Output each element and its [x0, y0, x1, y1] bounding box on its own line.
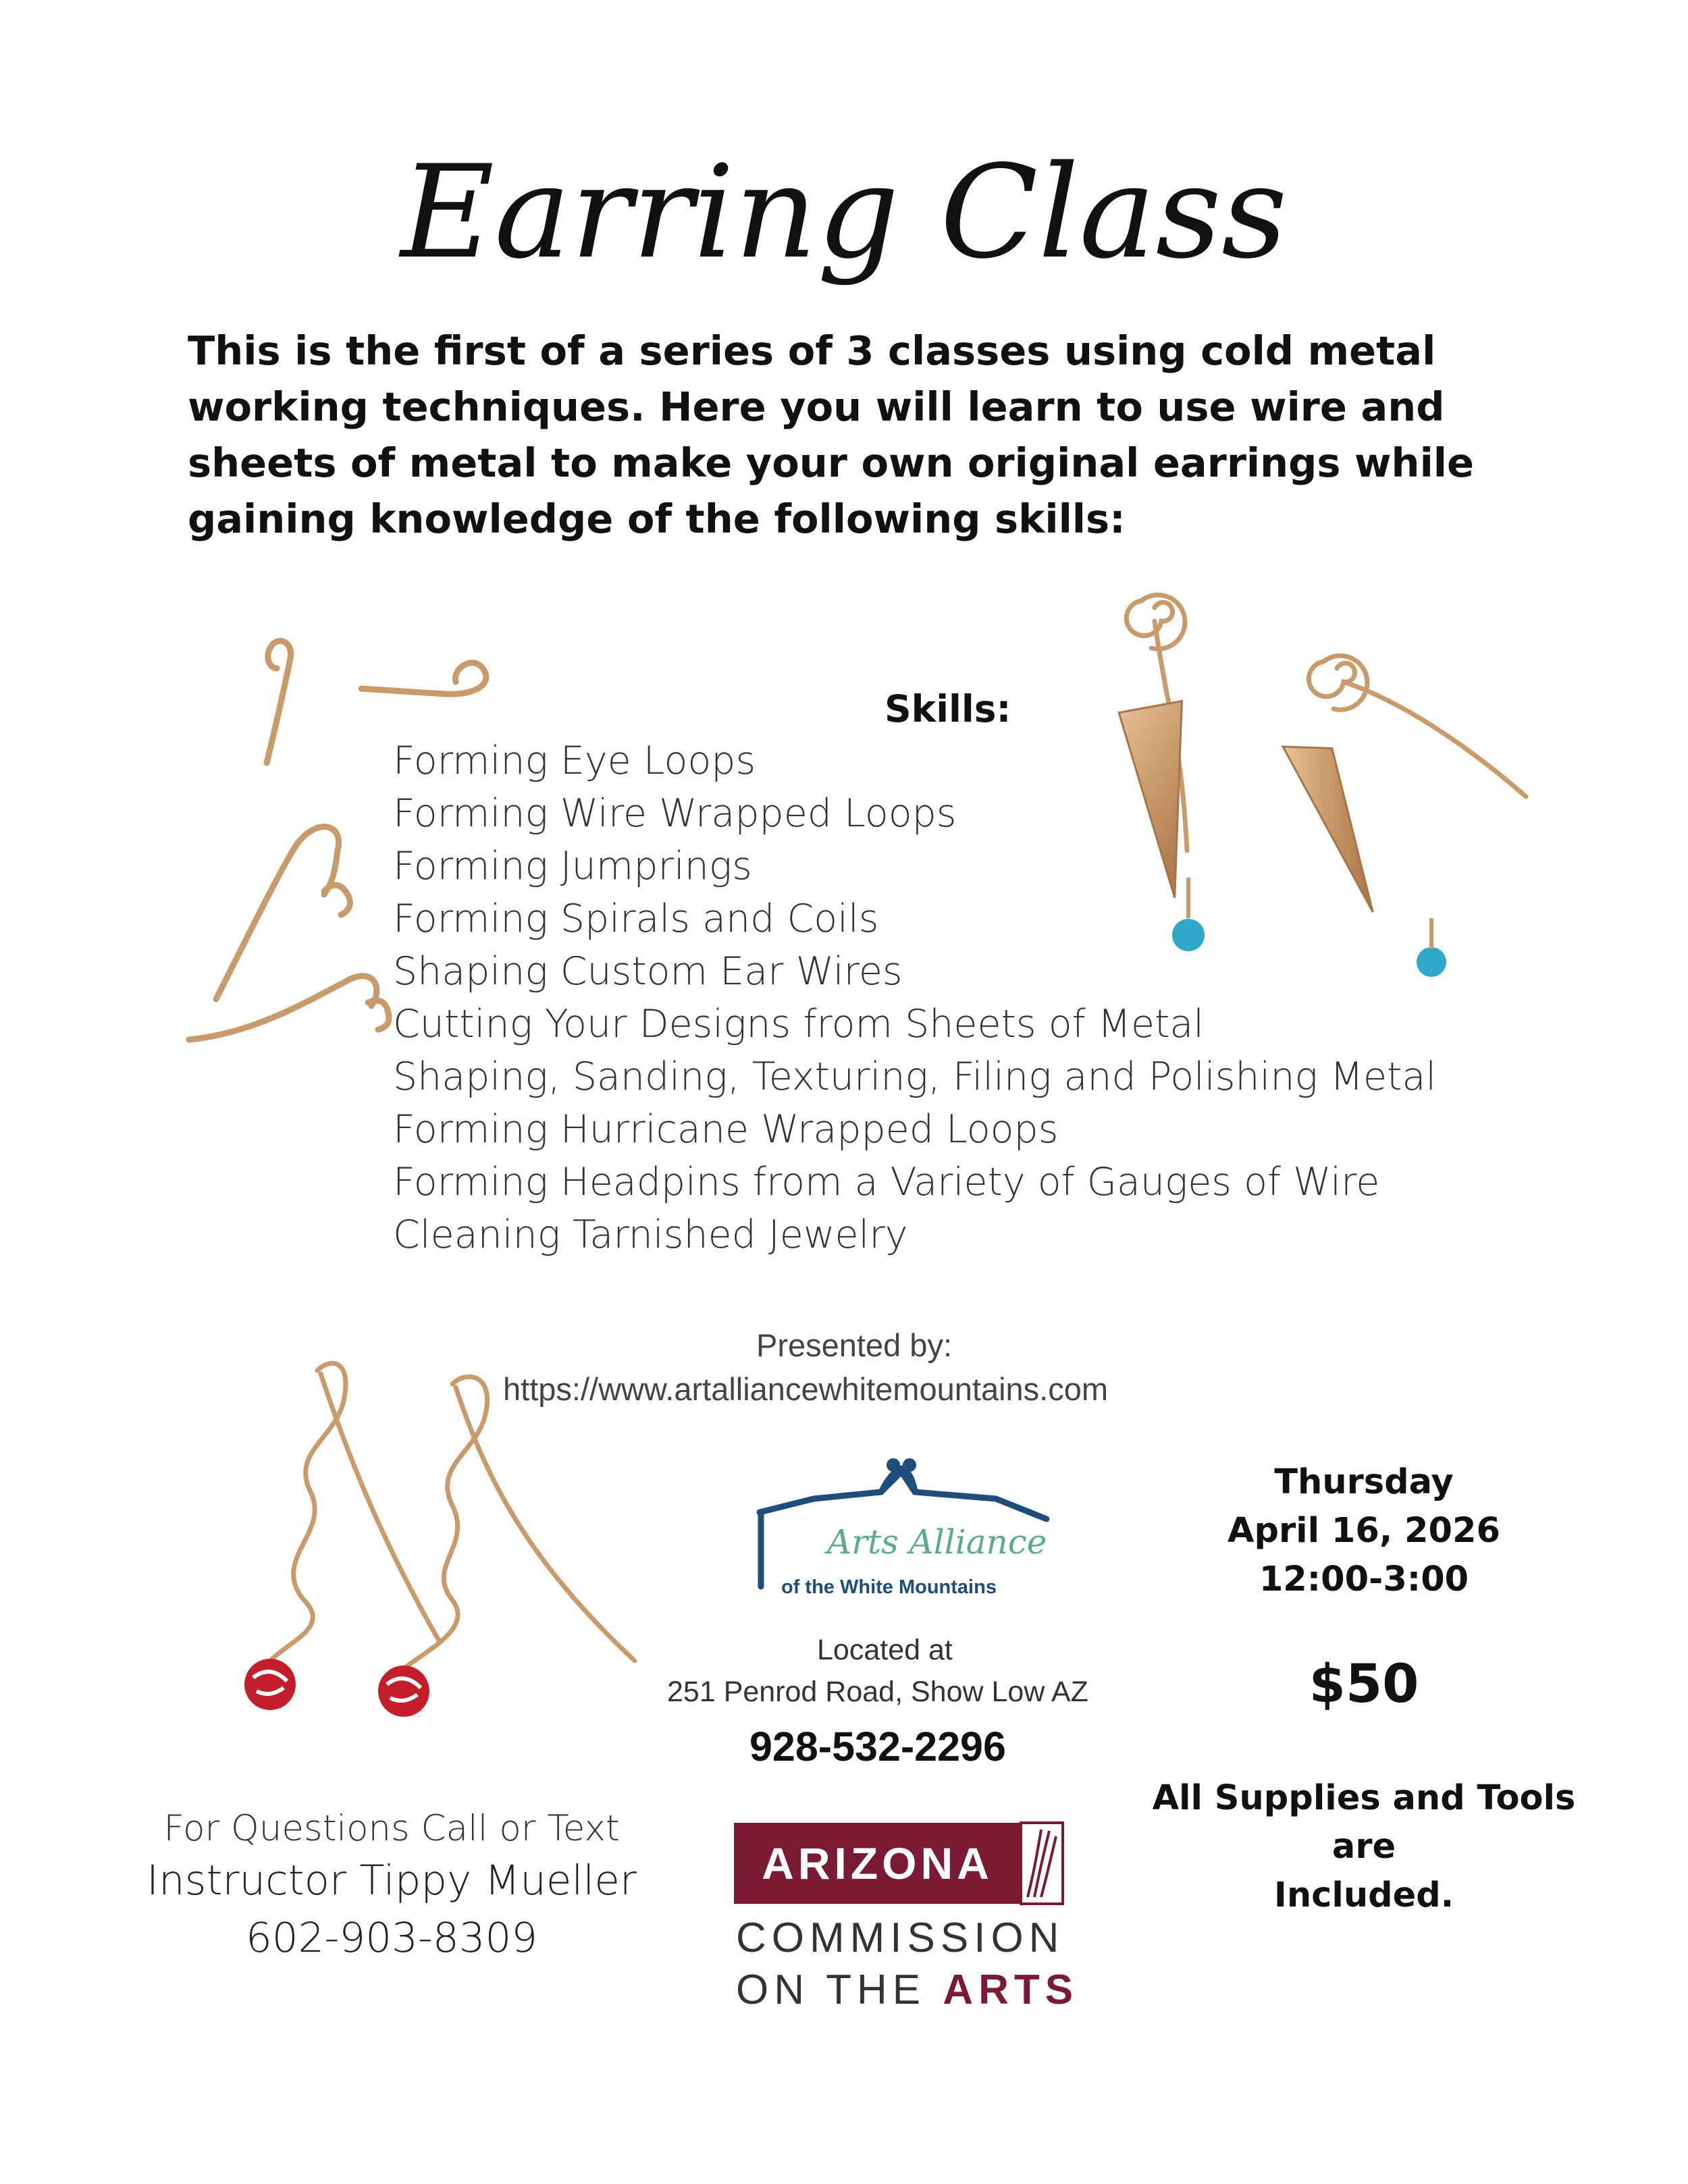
red-bead-1 [244, 1659, 296, 1710]
skills-heading: Skills: [885, 687, 1011, 730]
turquoise-bead-1 [1172, 919, 1205, 951]
triangle-1 [1094, 693, 1202, 898]
instructor-phone: 602-903-8309 [245, 1914, 538, 1962]
event-time: 12:00-3:00 [1259, 1560, 1469, 1599]
skill-item: Forming Spirals and Coils [393, 897, 879, 941]
event-datetime [1161, 1458, 1566, 1604]
skill-item: Forming Headpins from a Variety of Gauges of Wire [393, 1160, 1380, 1204]
skill-item: Forming Jumprings [393, 844, 752, 888]
intro-line: sheets of metal to make your own original earrings while [188, 440, 1475, 486]
intro-line: working techniques. Here you will learn to use wire and [188, 383, 1445, 430]
event-day: Thursday [1274, 1462, 1454, 1502]
roof-line [760, 1472, 1047, 1519]
event-price: $50 [1309, 1654, 1419, 1715]
page-title [0, 101, 1688, 331]
ear-wire-3-coil [324, 885, 350, 915]
intro-paragraph [188, 323, 1538, 547]
website-link[interactable]: https://www.artalliancewhitemountains.com [503, 1371, 1109, 1407]
turquoise-bead-2 [1417, 947, 1446, 977]
included-line: are [1331, 1827, 1396, 1867]
intro-line: This is the first of a series of 3 classes using cold metal [188, 327, 1436, 374]
skill-item: Cleaning Tarnished Jewelry [393, 1213, 908, 1257]
intro-line: gaining knowledge of the following skills: [188, 496, 1126, 542]
on-the-text: ON THE [736, 1967, 926, 2013]
instructor-name: Instructor Tippy Mueller [147, 1857, 637, 1905]
red-bead-2 [378, 1666, 429, 1717]
spiral-2 [1309, 656, 1367, 710]
skill-item: Forming Eye Loops [393, 739, 756, 783]
ear-wire-2 [361, 663, 486, 694]
presented-by-label: Presented by: [756, 1327, 953, 1363]
skill-item: Forming Wire Wrapped Loops [393, 791, 957, 836]
ear-wire-1 [267, 641, 291, 763]
skill-item: Forming Hurricane Wrapped Loops [393, 1107, 1059, 1152]
location-label: Located at [817, 1634, 953, 1666]
skill-item: Shaping, Sanding, Texturing, Filing and Polishing Metal [393, 1055, 1437, 1099]
skill-item: Shaping Custom Ear Wires [393, 949, 903, 994]
title-text: Earring Class [400, 138, 1288, 287]
arts-alliance-subtitle: of the White Mountains [781, 1576, 997, 1598]
on-the-arts [736, 1966, 1078, 2014]
skill-item: Cutting Your Designs from Sheets of Metal [393, 1002, 1205, 1046]
event-date: April 16, 2026 [1228, 1511, 1500, 1551]
supplies-included [1114, 1774, 1614, 1920]
arts-alliance-name: Arts Alliance [827, 1522, 1047, 1562]
arts-text: ARTS [943, 1967, 1079, 2013]
included-line: Included. [1273, 1875, 1454, 1915]
spiral-earrings-photo [1094, 581, 1553, 999]
arizona-word: ARIZONA [762, 1838, 993, 1888]
triangle-2 [1283, 735, 1373, 924]
contact-question: For Questions Call or Text [163, 1808, 620, 1849]
ear-wire-4 [189, 976, 377, 1040]
title-script [400, 101, 1288, 331]
commission-word: COMMISSION [736, 1915, 1065, 1961]
venue-phone: 928-532-2296 [749, 1724, 1006, 1769]
location-address: 251 Penrod Road, Show Low AZ [667, 1676, 1088, 1708]
arizona-brush-icon [1021, 1823, 1063, 1904]
ear-wire-3 [216, 827, 339, 999]
included-line: All Supplies and Tools [1152, 1778, 1576, 1818]
wave-wire-2 [405, 1377, 487, 1668]
hook-2 [1344, 682, 1526, 797]
